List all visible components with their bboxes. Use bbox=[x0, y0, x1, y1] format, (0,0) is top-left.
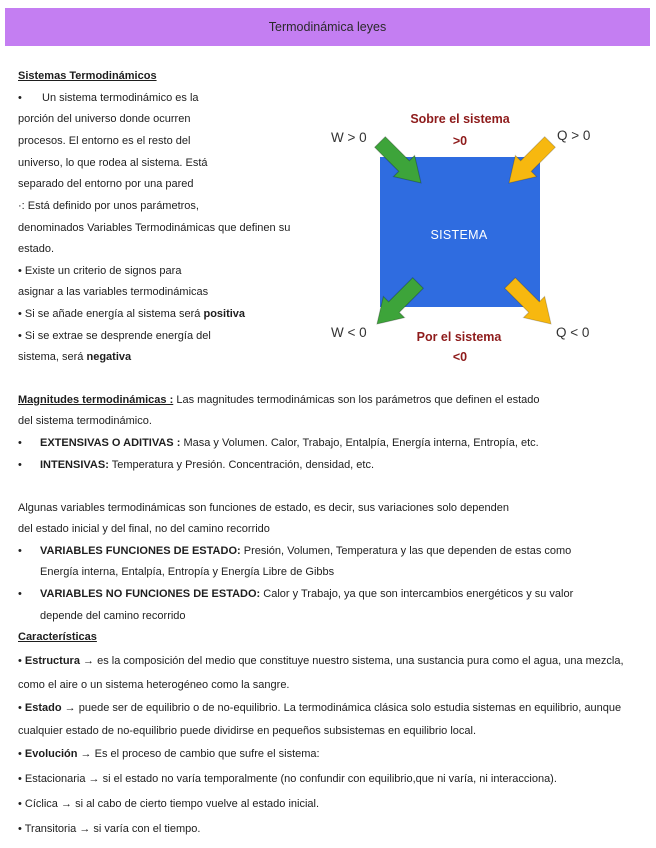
item-text: como el aire o un sistema heterogéneo como la sangre. bbox=[18, 679, 290, 691]
heat-negative-label: Q < 0 bbox=[556, 325, 590, 340]
caracteristica-estado bbox=[18, 701, 621, 715]
line-text: ·: Está definido por unos parámetros, bbox=[18, 200, 199, 212]
item-label: Cíclica bbox=[24, 798, 58, 810]
sistemas-line-1 bbox=[18, 91, 199, 105]
sistemas-line-10 bbox=[18, 285, 208, 299]
line-text: procesos. El entorno es el resto del bbox=[18, 135, 191, 147]
sistemas-line-6 bbox=[18, 199, 199, 213]
bullet: • bbox=[18, 798, 22, 810]
line-text: Las magnitudes termodinámicas son los parámetros que definen el estado bbox=[176, 394, 540, 406]
caracteristica-estructura bbox=[18, 654, 624, 668]
line-text: sistema, será bbox=[18, 351, 84, 363]
sistemas-line-2 bbox=[18, 112, 190, 126]
evolucion-transitoria bbox=[18, 822, 200, 836]
bullet: • bbox=[18, 92, 22, 104]
magnitudes-item-extensivas bbox=[18, 436, 539, 450]
item-text: Presión, Volumen, Temperatura y las que dependen de estas como bbox=[243, 545, 572, 557]
evolucion-estacionaria bbox=[18, 772, 557, 786]
line-text: universo, lo que rodea al sistema. Está bbox=[18, 157, 208, 169]
line-text: porción del universo donde ocurren bbox=[18, 113, 191, 125]
right-arrow-icon: → bbox=[64, 702, 76, 714]
caracteristicas-heading-line bbox=[18, 630, 97, 644]
line-text: del sistema termodinámico. bbox=[18, 415, 152, 427]
line-text: • Si se extrae se desprende energía del bbox=[18, 330, 211, 342]
section-heading: Sistemas Termodinámicos bbox=[18, 70, 157, 82]
sistemas-line-3 bbox=[18, 134, 190, 148]
bullet: • bbox=[18, 437, 22, 449]
right-arrow-icon: → bbox=[83, 655, 95, 667]
caracteristica-estructura-cont bbox=[18, 678, 290, 692]
sistemas-line-4 bbox=[18, 156, 208, 170]
section-heading: Características bbox=[18, 631, 97, 643]
line-text: • Si se añade energía al sistema será bbox=[18, 308, 201, 320]
by-system-label: Por el sistema bbox=[416, 330, 502, 344]
sistemas-line-12 bbox=[18, 329, 211, 343]
item-text: Calor y Trabajo, ya que son intercambios energéticos y su valor bbox=[263, 588, 574, 600]
line-text: Algunas variables termodinámicas son funciones de estado, es decir, sus variaciones solo dependen bbox=[18, 502, 510, 514]
magnitudes-item-intensivas bbox=[18, 458, 374, 472]
item-text: Temperatura y Presión. Concentración, densidad, etc. bbox=[111, 459, 375, 471]
sistemas-line-7 bbox=[18, 221, 290, 235]
right-arrow-icon: → bbox=[79, 823, 91, 835]
bullet: • bbox=[18, 702, 22, 714]
right-arrow-icon: → bbox=[88, 773, 100, 785]
item-text: Energía interna, Entalpía, Entropía y Energía Libre de Gibbs bbox=[40, 566, 335, 578]
bullet: • bbox=[18, 545, 22, 557]
item-text: depende del camino recorrido bbox=[40, 610, 186, 622]
item-text: Masa y Volumen. Calor, Trabajo, Entalpía, Energía interna, Entropía, etc. bbox=[183, 437, 539, 449]
item-label: INTENSIVAS: bbox=[40, 459, 109, 471]
item-label: VARIABLES FUNCIONES DE ESTADO: bbox=[40, 545, 241, 557]
item-label: VARIABLES NO FUNCIONES DE ESTADO: bbox=[40, 588, 261, 600]
system-label: SISTEMA bbox=[430, 228, 488, 242]
line-text: asignar a las variables termodinámicas bbox=[18, 286, 209, 298]
bullet: • bbox=[18, 748, 22, 760]
magnitudes-line-2 bbox=[18, 414, 152, 428]
funciones-item-no-estado-cont bbox=[40, 609, 186, 623]
bullet: • bbox=[18, 459, 22, 471]
by-system-sign: <0 bbox=[452, 350, 468, 364]
on-system-sign: >0 bbox=[452, 134, 468, 148]
bullet: • bbox=[18, 655, 22, 667]
work-negative-label: W < 0 bbox=[331, 325, 367, 340]
sistemas-line-9 bbox=[18, 264, 181, 278]
caracteristica-evolucion bbox=[18, 747, 320, 761]
negative-word: negativa bbox=[86, 351, 132, 363]
item-text: es la composición del medio que constituye nuestro sistema, una sustancia pura como el agua, una mezcla, bbox=[97, 655, 624, 667]
sistemas-line-5 bbox=[18, 177, 194, 191]
bullet: • bbox=[18, 823, 22, 835]
item-label: Estacionaria bbox=[24, 773, 86, 785]
sistemas-line-11 bbox=[18, 307, 245, 321]
sistemas-heading-line bbox=[18, 69, 157, 83]
item-text: puede ser de equilibrio o de no-equilibrio. La termodinámica clásica solo estudia sistemas en equilibrio, aunque bbox=[78, 702, 622, 714]
item-label: Estado bbox=[24, 702, 62, 714]
line-text: • Existe un criterio de signos para bbox=[18, 265, 182, 277]
caracteristica-estado-cont bbox=[18, 724, 476, 738]
right-arrow-icon: → bbox=[80, 748, 92, 760]
bullet: • bbox=[18, 773, 22, 785]
work-positive-label: W > 0 bbox=[331, 130, 367, 145]
item-label: EXTENSIVAS O ADITIVAS : bbox=[40, 437, 181, 449]
page-title: Termodinámica leyes bbox=[268, 20, 387, 34]
line-text: estado. bbox=[18, 243, 55, 255]
item-text: cualquier estado de no-equilibrio puede dividirse en pequeños subsistemas en equilibrio local. bbox=[18, 725, 477, 737]
magnitudes-label: Magnitudes termodinámicas : bbox=[18, 394, 174, 406]
line-text: separado del entorno por una pared bbox=[18, 178, 194, 190]
line-text: Un sistema termodinámico es la bbox=[42, 92, 199, 104]
funciones-intro-line-2 bbox=[18, 522, 270, 536]
funciones-item-estado bbox=[18, 544, 571, 558]
item-text: si el estado no varía temporalmente (no confundir con equilibrio,que ni varía, ni interacciona). bbox=[102, 773, 557, 785]
line-text: del estado inicial y del final, no del camino recorrido bbox=[18, 523, 270, 535]
bullet: • bbox=[18, 588, 22, 600]
funciones-item-no-estado bbox=[18, 587, 573, 601]
on-system-label: Sobre el sistema bbox=[410, 112, 510, 126]
title-band bbox=[5, 8, 650, 46]
magnitudes-line-1 bbox=[18, 393, 540, 407]
right-arrow-icon: → bbox=[61, 798, 72, 810]
item-label: Evolución bbox=[24, 748, 78, 760]
evolucion-ciclica bbox=[18, 797, 319, 811]
item-text: Es el proceso de cambio que sufre el sistema: bbox=[94, 748, 320, 760]
item-label: Transitoria bbox=[24, 823, 77, 835]
funciones-item-estado-cont bbox=[40, 565, 334, 579]
heat-positive-label: Q > 0 bbox=[557, 128, 591, 143]
sistemas-line-8 bbox=[18, 242, 54, 256]
positive-word: positiva bbox=[203, 308, 246, 320]
item-text: si varía con el tiempo. bbox=[93, 823, 201, 835]
funciones-intro-line-1 bbox=[18, 501, 509, 515]
item-label: Estructura bbox=[24, 655, 80, 667]
item-text: si al cabo de cierto tiempo vuelve al estado inicial. bbox=[75, 798, 320, 810]
sistemas-line-13 bbox=[18, 350, 131, 364]
sign-convention-diagram bbox=[320, 100, 620, 372]
line-text: denominados Variables Termodinámicas que definen su bbox=[18, 222, 291, 234]
